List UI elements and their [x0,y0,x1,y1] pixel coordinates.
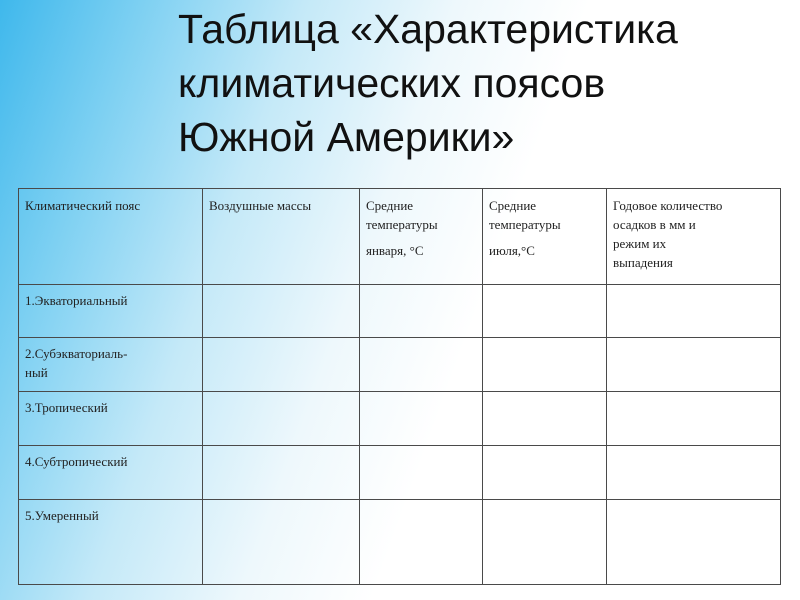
header-climate-zone: Климатический пояс [19,189,203,285]
cell-annual-precipitation[interactable] [607,446,781,500]
cell-july-temperature[interactable] [483,500,607,585]
cell-air-masses[interactable] [203,392,360,446]
row-label-subtropical: 4.Субтропический [19,446,203,500]
cell-annual-precipitation[interactable] [607,500,781,585]
header-air-masses: Воздушные массы [203,189,360,285]
row-label-tropical: 3.Тропический [19,392,203,446]
row-label-temperate: 5.Умеренный [19,500,203,585]
cell-january-temperature[interactable] [360,338,483,392]
cell-july-temperature[interactable] [483,446,607,500]
cell-air-masses[interactable] [203,285,360,338]
climate-zones-table [18,188,781,585]
table-row [19,392,781,446]
table-row [19,285,781,338]
row-label-subequatorial: 2.Субэкваториаль- ный [19,338,203,392]
slide-title-line-3: Южной Америки» [178,114,515,160]
header-january-temperature: Средние температуры января, °С [360,189,483,285]
cell-july-temperature[interactable] [483,338,607,392]
cell-annual-precipitation[interactable] [607,338,781,392]
cell-air-masses[interactable] [203,446,360,500]
cell-july-temperature[interactable] [483,392,607,446]
table-row [19,500,781,585]
header-annual-precipitation: Годовое количество осадков в мм и режим их выпадения [607,189,781,285]
cell-january-temperature[interactable] [360,392,483,446]
cell-annual-precipitation[interactable] [607,285,781,338]
row-label-equatorial: 1.Экваториальный [19,285,203,338]
table-row [19,446,781,500]
slide-title-line-2: климатических поясов [178,60,606,106]
slide-title-line-1: Таблица «Характеристика [178,6,678,52]
cell-annual-precipitation[interactable] [607,392,781,446]
cell-july-temperature[interactable] [483,285,607,338]
cell-january-temperature[interactable] [360,285,483,338]
slide-title [178,2,778,164]
table-header-row [19,189,781,285]
cell-january-temperature[interactable] [360,500,483,585]
header-july-temperature: Средние температуры июля,°С [483,189,607,285]
cell-january-temperature[interactable] [360,446,483,500]
cell-air-masses[interactable] [203,338,360,392]
cell-air-masses[interactable] [203,500,360,585]
table-row [19,338,781,392]
